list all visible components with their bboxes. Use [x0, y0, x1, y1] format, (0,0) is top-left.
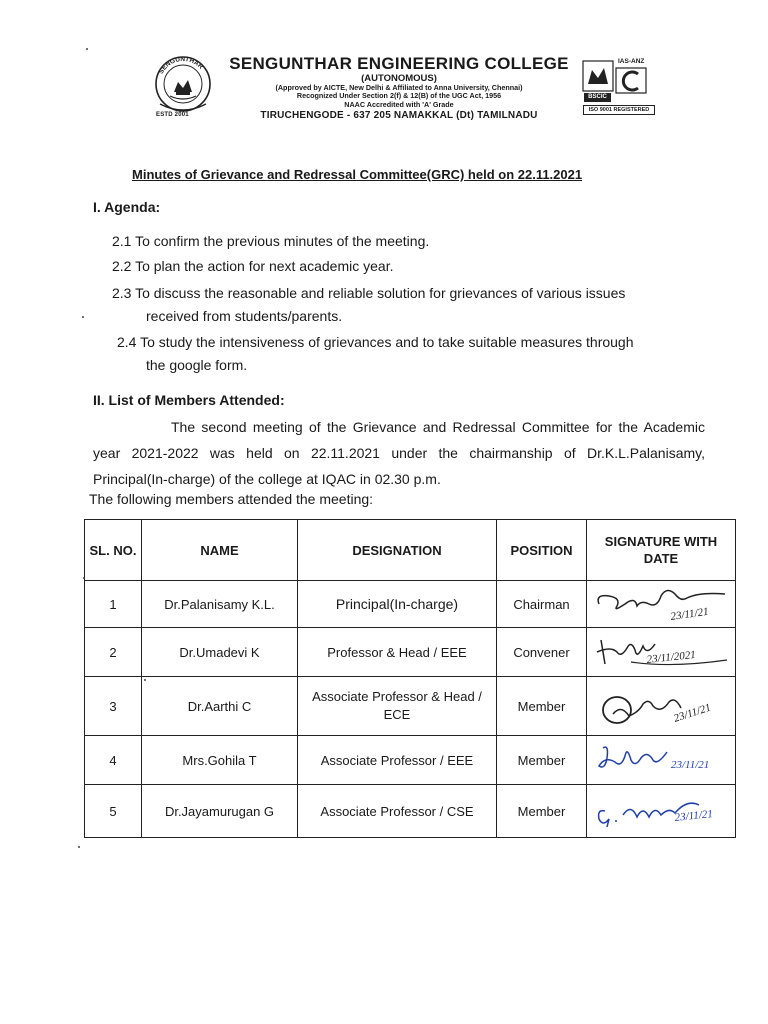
scan-speck [78, 846, 80, 848]
cell-name: Dr.Palanisamy K.L. [142, 581, 298, 628]
cell-signature [587, 581, 736, 628]
cert-bsc-label: BSCIC [584, 93, 611, 102]
agenda-item-continuation: received from students/parents. [146, 308, 343, 324]
cell-signature [587, 628, 736, 677]
cell-position: Member [497, 677, 587, 736]
signature-icon [591, 789, 731, 833]
scan-speck [82, 316, 84, 318]
cell-position: Member [497, 736, 587, 785]
scan-speck [144, 679, 146, 681]
approval-line: (Approved by AICTE, New Delhi & Affiliated to Anna University, Chennai) [275, 83, 523, 92]
meeting-paragraph-text: The second meeting of the Grievance and Redressal Committee for the Academic year 2021-2022 was held on 22.11.2021 under the chairmanship of Dr.K.L.Palanisamy, Principal(In-charge) of the college at IQAC in 02.30 p.m. [93, 419, 705, 487]
cert-ias-label: IAS-ANZ [618, 58, 645, 65]
signature-icon [591, 582, 731, 626]
cell-sl: 1 [85, 581, 142, 628]
college-name: SENGUNTHAR ENGINEERING COLLEGE [229, 54, 569, 73]
header-name: NAME [142, 520, 298, 581]
cell-signature [587, 736, 736, 785]
cell-designation: Associate Professor & Head / ECE [298, 677, 497, 736]
svg-text:SENGUNTHAR: SENGUNTHAR [157, 55, 205, 76]
table-row [85, 677, 736, 736]
table-row [85, 628, 736, 677]
header-signature: SIGNATURE WITH DATE [587, 520, 736, 581]
approval-text [226, 84, 572, 109]
cell-sl: 2 [85, 628, 142, 677]
header-sl-no: SL. NO. [85, 520, 142, 581]
agenda-item: 2.1 To confirm the previous minutes of the meeting. [112, 233, 430, 249]
cell-name: Mrs.Gohila T [142, 736, 298, 785]
table-row [85, 581, 736, 628]
cell-designation: Professor & Head / EEE [298, 628, 497, 677]
meeting-paragraph [93, 414, 705, 492]
signature-icon [591, 738, 731, 782]
document-title: Minutes of Grievance and Redressal Committee(GRC) held on 22.11.2021 [132, 167, 583, 182]
autonomous-label: (AUTONOMOUS) [361, 73, 437, 84]
members-heading: II. List of Members Attended: [93, 392, 285, 408]
cell-name: Dr.Aarthi C [142, 677, 298, 736]
scan-speck [83, 577, 85, 579]
agenda-item-continuation: the google form. [146, 357, 248, 373]
signature-date: 23/11/21 [671, 759, 710, 771]
cell-name: Dr.Jayamurugan G [142, 785, 298, 838]
estd-label: ESTD 2001 [156, 112, 189, 118]
cell-sl: 4 [85, 736, 142, 785]
agenda-heading: I. Agenda: [93, 199, 161, 215]
cell-position: Chairman [497, 581, 587, 628]
scan-speck [86, 48, 88, 50]
following-members-text: The following members attended the meeting: [89, 491, 374, 507]
cell-designation: Principal(In-charge) [298, 581, 497, 628]
signature-date: 23/11/21 [669, 605, 710, 623]
header-position: POSITION [497, 520, 587, 581]
cell-position: Convener [497, 628, 587, 677]
college-address: TIRUCHENGODE - 637 205 NAMAKKAL (Dt) TAMILNADU [260, 110, 538, 121]
cell-position: Member [497, 785, 587, 838]
cell-designation: Associate Professor / CSE [298, 785, 497, 838]
cell-designation: Associate Professor / EEE [298, 736, 497, 785]
cell-sl: 5 [85, 785, 142, 838]
signature-icon [591, 684, 731, 728]
signature-icon [591, 630, 731, 674]
members-table [84, 519, 736, 838]
approval-line: Recognized Under Section 2(f) & 12(B) of the UGC Act, 1956 [296, 91, 502, 101]
table-row [85, 785, 736, 838]
cell-signature [587, 677, 736, 736]
agenda-item: 2.2 To plan the action for next academic year. [112, 258, 394, 274]
cell-signature [587, 785, 736, 838]
table-row [85, 736, 736, 785]
cell-sl: 3 [85, 677, 142, 736]
agenda-item: 2.3 To discuss the reasonable and reliable solution for grievances of various issues [112, 285, 626, 301]
cell-name: Dr.Umadevi K [142, 628, 298, 677]
signature-date: 23/11/21 [674, 808, 714, 824]
header-designation: DESIGNATION [298, 520, 497, 581]
signature-date: 23/11/21 [672, 701, 713, 725]
approval-line: NAAC Accredited with 'A' Grade [344, 99, 454, 109]
signature-date: 23/11/2021 [646, 648, 697, 666]
cert-iso-label: ISO 9001 REGISTERED [583, 105, 655, 115]
table-header-row [85, 520, 736, 581]
agenda-item: 2.4 To study the intensiveness of grievances and to take suitable measures through [117, 334, 634, 350]
